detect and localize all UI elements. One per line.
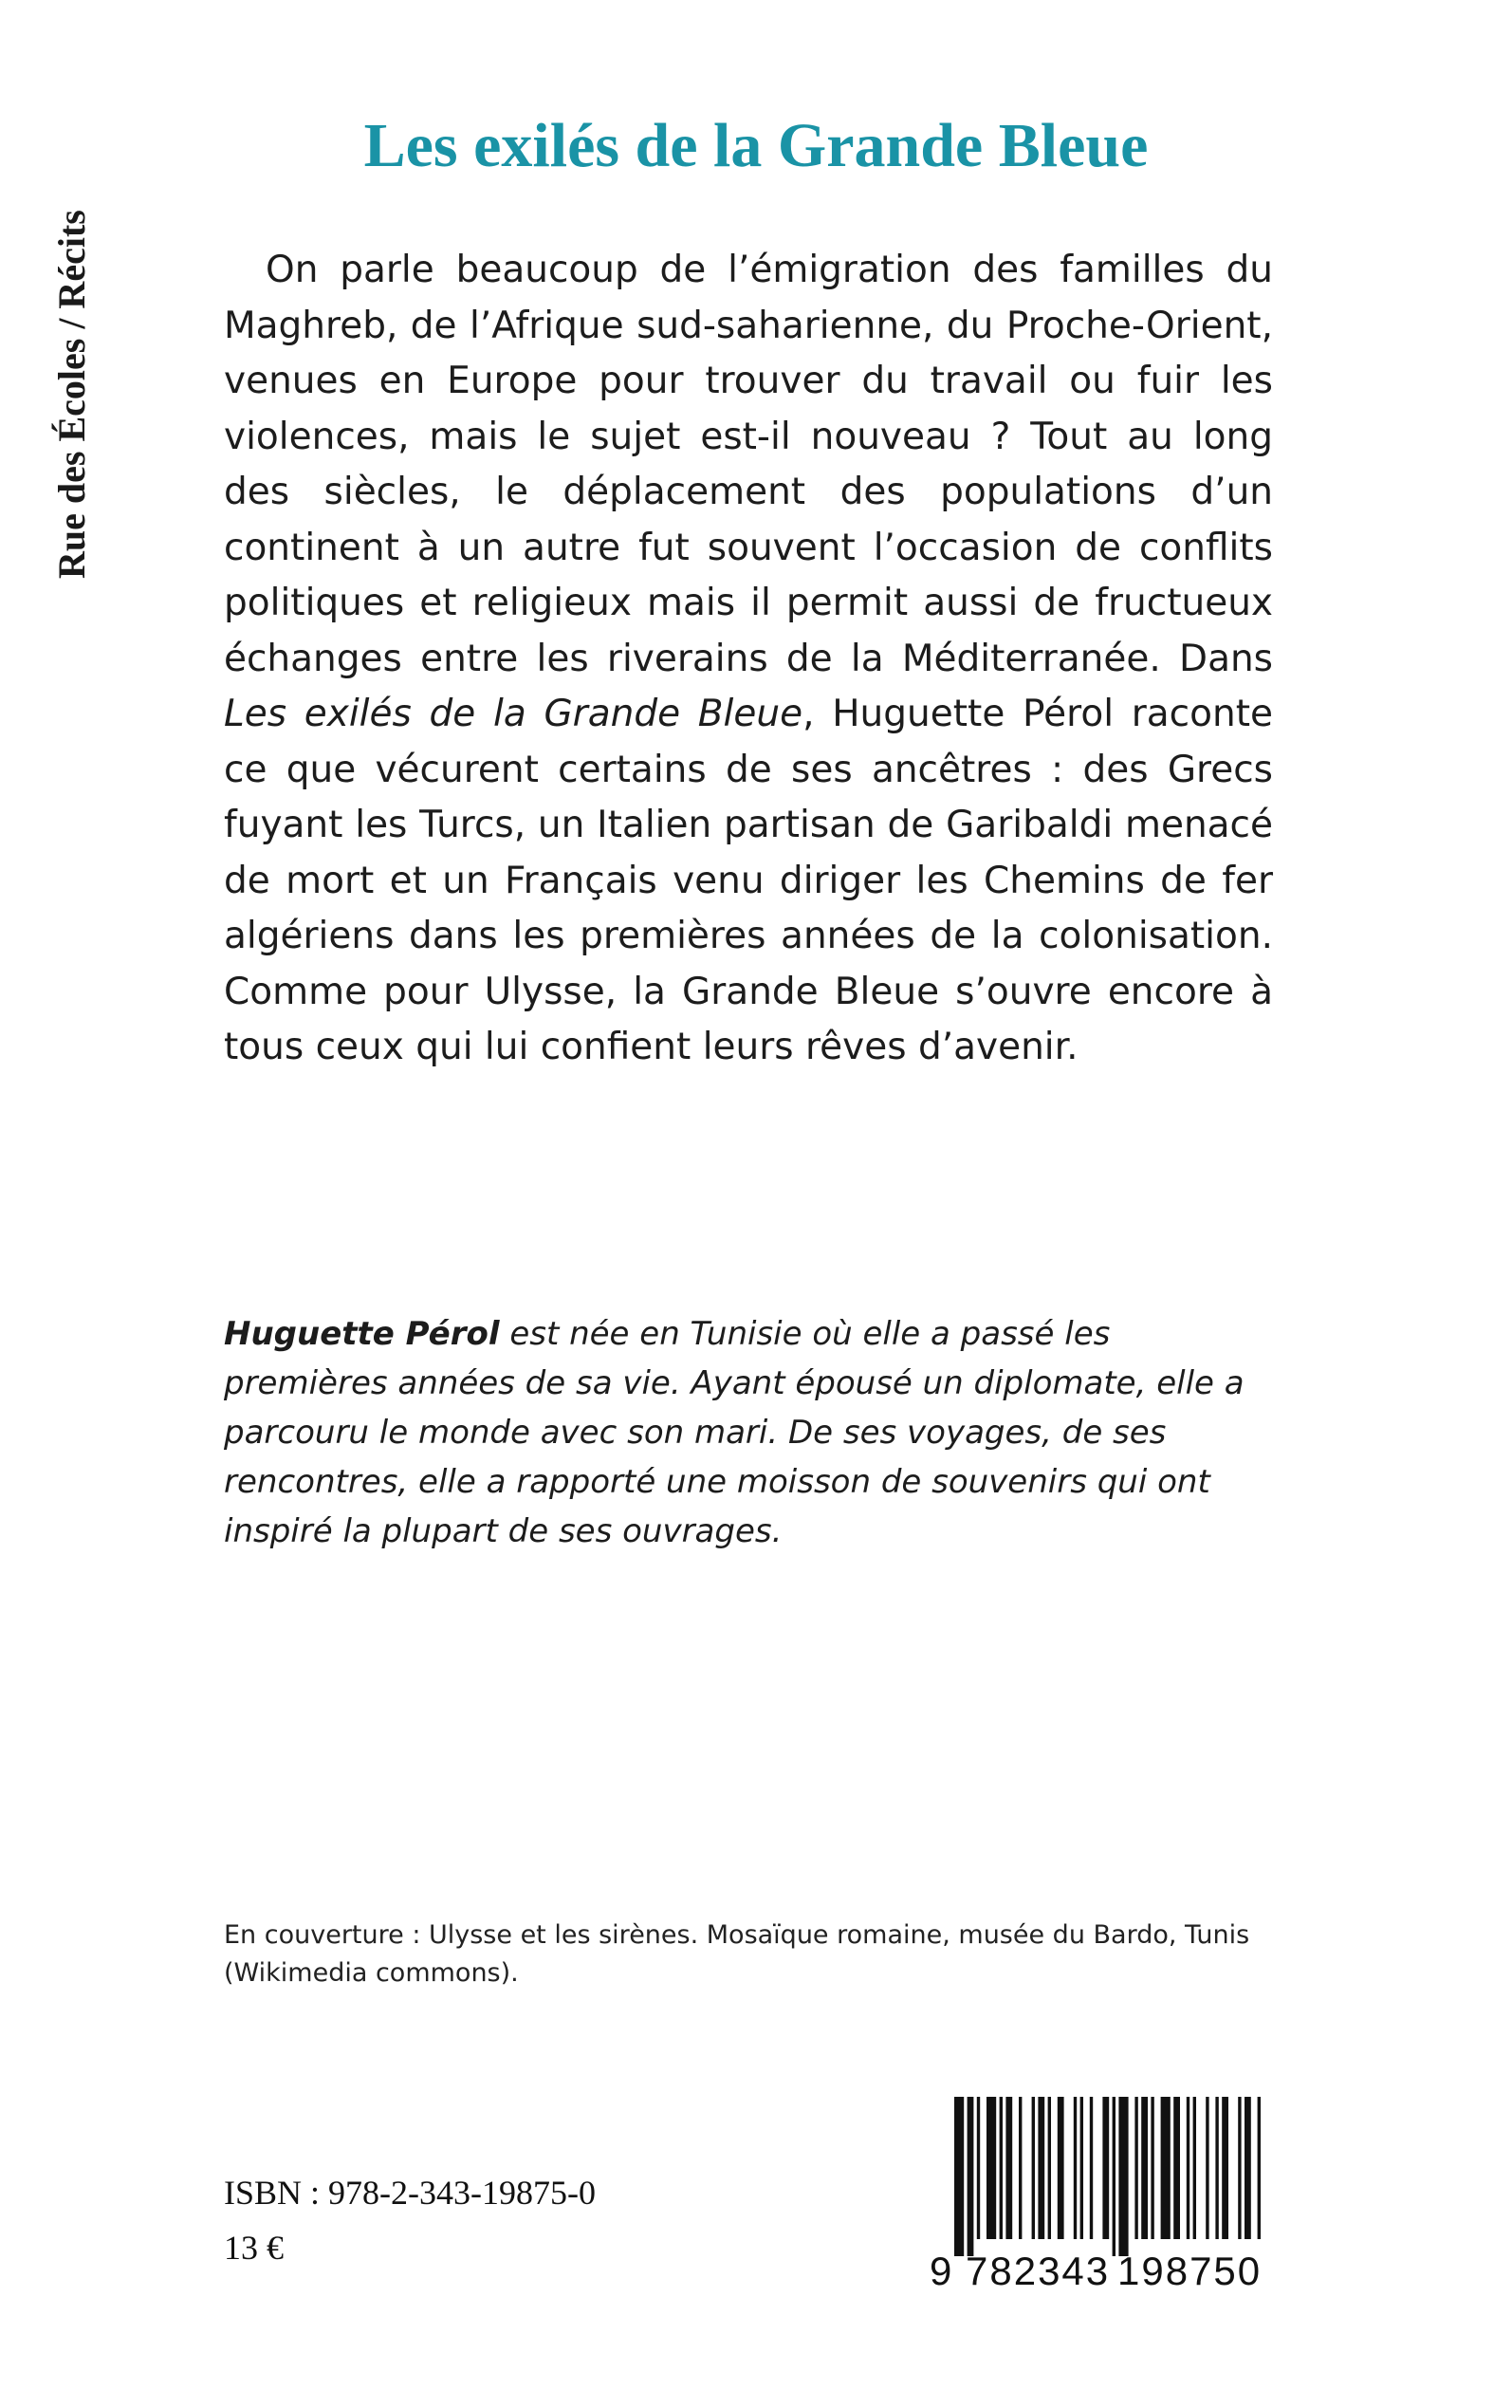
barcode [928, 2097, 1269, 2306]
back-cover-blurb [224, 243, 1273, 1076]
spine-collection-label: Rue des Écoles / Récits [50, 210, 93, 579]
author-name: Huguette Pérol [224, 1315, 500, 1353]
price: 13 € [224, 2229, 284, 2267]
barcode-right-digits: 198750 [1117, 2249, 1263, 2293]
blurb-text-part1: On parle beaucoup de l’émigration des familles du Maghreb, de l’Afrique sud-saharienne, du Proche-Orient, venues en Europe pour trouver du travail ou fuir les violences, mais le sujet est-il nouveau ? Tout au long des siècles, le déplacement des populations d’un continent à un autre fut souvent l’occasion de conflits politiques et religieux mais il permit aussi de fructueux échanges entre les riverains de la Méditerranée. Dans [224, 249, 1273, 680]
barcode-left-digits: 782343 [966, 2249, 1111, 2293]
isbn: ISBN : 978-2-343-19875-0 [224, 2174, 596, 2212]
spine-label-anchor [49, 210, 93, 580]
book-title: Les exilés de la Grande Bleue [363, 111, 1149, 180]
cover-credit: En couverture : Ulysse et les sirènes. Mosaïque romaine, musée du Bardo, Tunis (Wikimedia commons). [224, 1920, 1250, 1988]
blurb-text-part2: , Huguette Pérol raconte ce que vécurent certains de ses ancêtres : des Grecs fuyant les Turcs, un Italien partisan de Garibaldi menacé de mort et un Français venu diriger les Chemins de fer algériens dans les premières années de la colonisation. Comme pour Ulysse, la Grande Bleue s’ouvre encore à tous ceux qui lui confient leurs rêves d’avenir. [224, 693, 1273, 1068]
barcode-first-digit: 9 [930, 2249, 952, 2293]
blurb-book-title: Les exilés de la Grande Bleue [224, 693, 803, 735]
author-bio-text: est née en Tunisie où elle a passé les premières années de sa vie. Ayant épousé un diplomate, elle a parcouru le monde avec son mari. De ses voyages, de ses rencontres, elle a rapporté une moisson de souvenirs qui ont inspiré la plupart de ses ouvrages. [224, 1315, 1245, 1550]
author-bio [224, 1309, 1273, 1556]
barcode-digits [928, 2097, 1269, 2296]
